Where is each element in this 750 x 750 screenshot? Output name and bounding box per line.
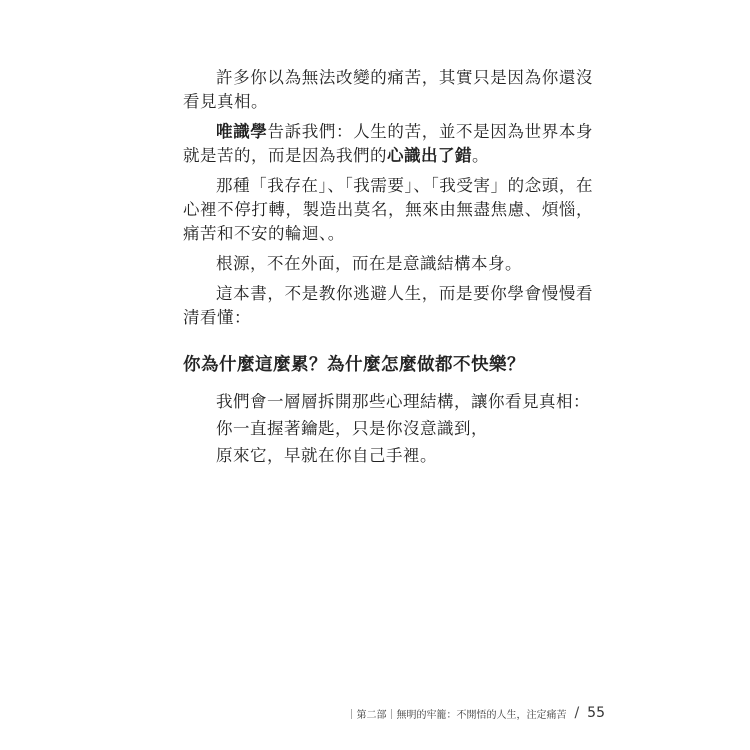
bold-term: 心識出了錯 (387, 146, 472, 165)
page-number: 55 (587, 705, 605, 721)
paragraph-group (183, 66, 593, 330)
footer-separator: / (574, 705, 580, 721)
body-paragraph (183, 282, 593, 330)
body-paragraph (183, 120, 593, 168)
paragraph-text: 告訴我們：人生的苦，並不是因為世界本身就是苦的，而是因為我們的 (183, 122, 594, 165)
body-paragraph (183, 174, 593, 246)
running-footer-section: ｜第二部｜無明的牢籠：不開悟的人生，注定痛苦 (346, 709, 567, 721)
paragraph-text: 許多你以為無法改變的痛苦，其實只是因為你還沒看見真相。 (183, 68, 593, 111)
closing-line: 你一直握著鑰匙，只是你沒意識到， (216, 419, 488, 438)
paragraph-text: 那種「我存在」、「我需要」、「我受害」的念頭，在心裡不停打轉，製造出莫名，無來由無盡焦慮、煩惱，痛苦和不安的輪迴、。 (183, 176, 593, 243)
closing-line: 原來它，早就在你自己手裡。 (216, 446, 437, 465)
body-paragraph (183, 66, 593, 114)
closing-lines (183, 388, 593, 469)
page-body (183, 66, 593, 469)
bold-term: 唯識學 (216, 122, 268, 141)
paragraph-text: 。 (472, 146, 489, 165)
section-heading: 你為什麼這麼累？為什麼怎麼做都不快樂？ (183, 355, 525, 375)
page-footer (346, 705, 605, 721)
paragraph-text: 這本書，不是教你逃避人生，而是要你學會慢慢看清看懂： (183, 284, 593, 327)
paragraph-text: 根源，不在外面，而在是意識結構本身。 (216, 254, 522, 273)
body-paragraph (183, 252, 593, 276)
closing-line: 我們會一層層拆開那些心理結構，讓你看見真相： (216, 392, 590, 411)
